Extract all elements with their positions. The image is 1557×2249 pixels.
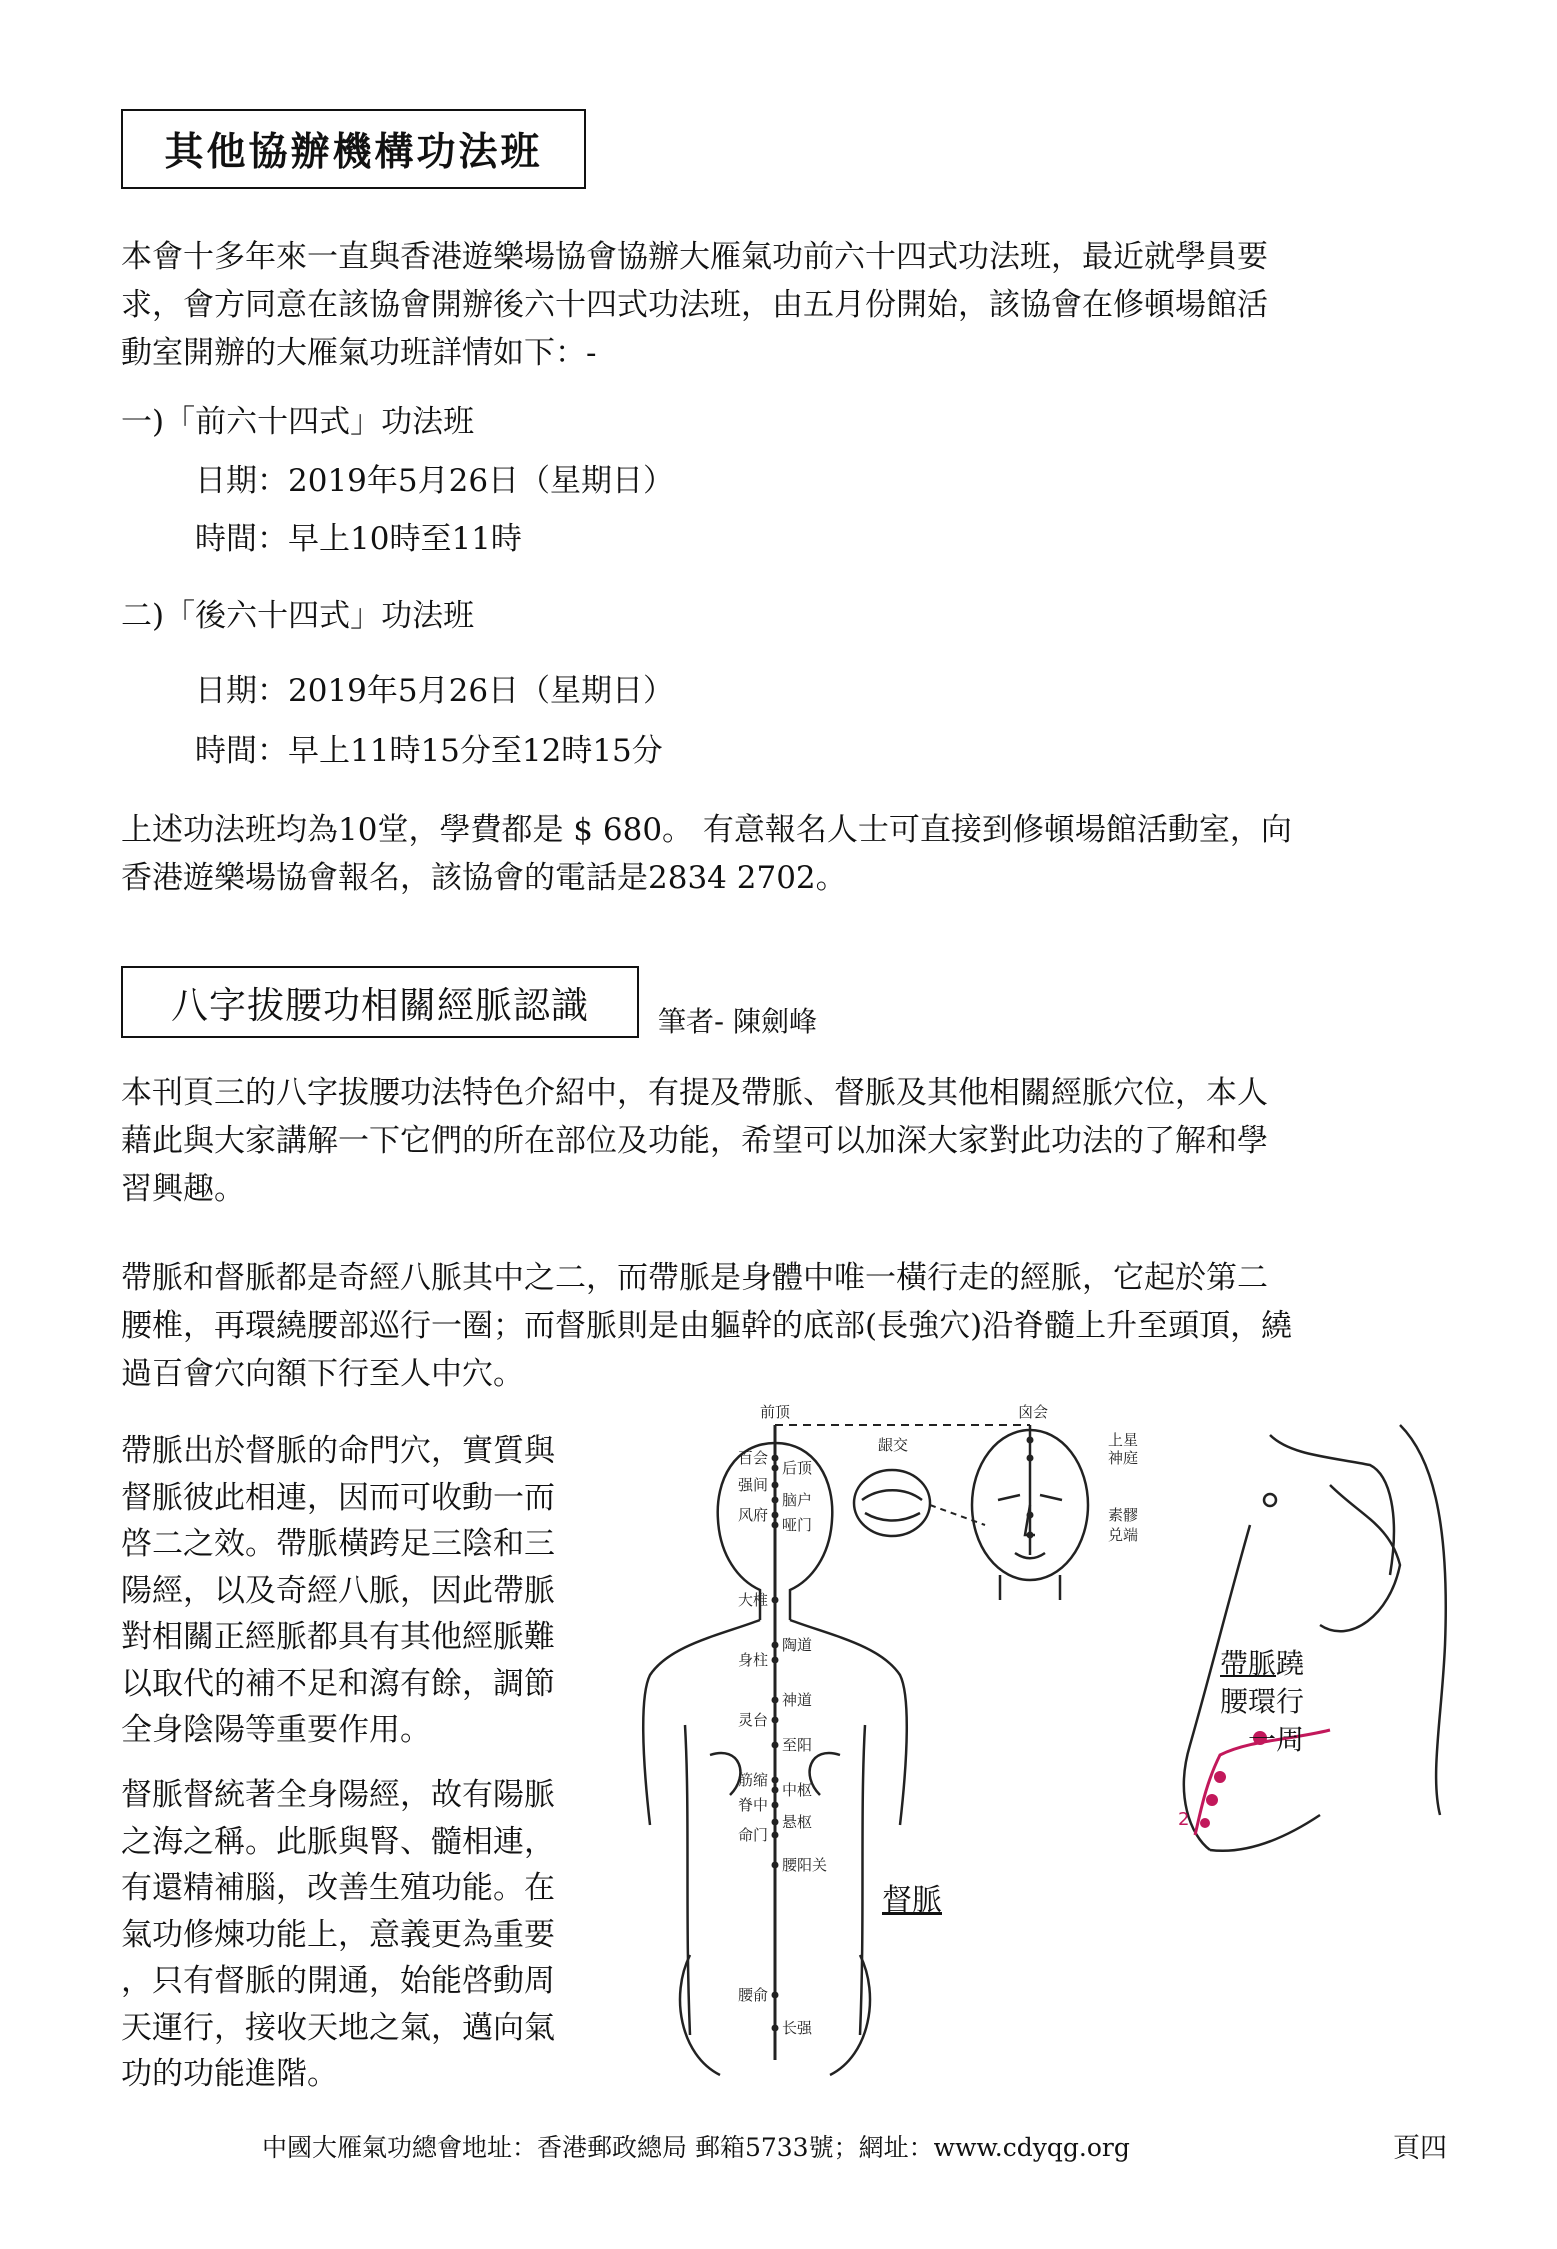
mouth-connector (930, 1505, 985, 1525)
side-torso-back (1400, 1425, 1446, 1815)
dai-point-4 (1200, 1818, 1210, 1828)
dai-label-line-1 (1220, 1645, 1304, 1683)
acupoint-label-风府: 风府 (737, 1506, 768, 1524)
acupoint-label-脑户: 脑户 (782, 1491, 813, 1509)
acupoint-label-脊中: 脊中 (737, 1796, 768, 1814)
acupoint-label-至阳: 至阳 (782, 1736, 813, 1754)
side1-line: 陽經，以及奇經八脈，因此帶脈 (121, 1572, 555, 1609)
acupoint-label-陶道: 陶道 (782, 1636, 813, 1654)
acupoint-dot-中枢 (772, 1787, 779, 1794)
acupoint-dot-强间 (772, 1482, 779, 1489)
side2-line: 功的功能進階。 (121, 2056, 338, 2092)
side2-line: ，只有督脈的開通，始能啓動周 (121, 1963, 555, 1999)
class1-heading: 一)「前六十四式」功法班 (121, 404, 475, 440)
acupoint-label-命门: 命门 (737, 1826, 768, 1844)
side1-line: 啓二之效。帶脈橫跨足三陰和三 (121, 1526, 555, 1562)
acupoint-dot-腰阳关 (772, 1862, 779, 1869)
section1-title-text: 其他協辦機構功法班 (164, 129, 543, 175)
dai-point-2 (1214, 1771, 1226, 1783)
side1-line: 帶脈出於督脈的命門穴，實質與 (121, 1433, 555, 1469)
section2-para2 (121, 1254, 1441, 1398)
mouth-detail (854, 1470, 930, 1536)
side1-line: 督脈彼此相連，因而可收動一而 (121, 1479, 555, 1516)
meridian-figure (630, 1395, 1460, 2080)
du-meridian-label (882, 1875, 942, 1919)
back-torso-right (860, 1725, 865, 2035)
acupoint-dot-大椎 (772, 1597, 779, 1604)
du-label-text: 督脈 (882, 1883, 942, 1918)
side2-line: 有還精補腦，改善生殖功能。在 (121, 1870, 555, 1906)
acupoint-dot-风府 (772, 1512, 779, 1519)
acupoint-dot-百会 (772, 1455, 779, 1462)
acupoint-label-悬枢: 悬枢 (782, 1813, 813, 1831)
side2-line: 之海之稱。此脈與腎、髓相連， (121, 1823, 555, 1860)
class2-time: 時間：早上11時15分至12時15分 (195, 733, 663, 769)
dai-meridian-label (1220, 1645, 1304, 1759)
dai-label-rest: 蹺 (1276, 1647, 1305, 1680)
side2-line: 氣功修煉功能上，意義更為重要 (121, 1916, 555, 1953)
section1-intro (121, 233, 1441, 377)
mouth-label: 龈交 (878, 1436, 909, 1454)
acupoint-label-神道: 神道 (782, 1691, 813, 1709)
acupoint-label-腰俞: 腰俞 (737, 1986, 768, 2004)
acupoint-dot-素髎 (1027, 1512, 1034, 1519)
intro-line: 動室開辦的大雁氣功班詳情如下：- (121, 335, 597, 371)
class2-date: 日期：2019年5月26日（星期日） (195, 673, 675, 709)
acupoint-dot-身柱 (772, 1657, 779, 1664)
acupoint-label-长强: 长强 (782, 2019, 813, 2037)
para1-line: 本刊頁三的八字拔腰功法特色介紹中，有提及帶脈、督脈及其他相關經脈穴位，本人 (121, 1075, 1268, 1111)
hip-number: 2 (1178, 1809, 1190, 1830)
acupoint-label-后顶: 后顶 (782, 1459, 813, 1477)
acupoint-label-素髎: 素髎 (1108, 1506, 1139, 1524)
acupoint-label-大椎: 大椎 (737, 1591, 768, 1609)
side-para1 (121, 1428, 621, 1754)
acupoint-dot-上星 (1027, 1437, 1034, 1444)
class1-time: 時間：早上10時至11時 (195, 521, 522, 557)
scapula-left (710, 1753, 740, 1795)
acupoint-dot-灵台 (772, 1717, 779, 1724)
side2-line: 天運行，接收天地之氣，邁向氣 (121, 2009, 555, 2046)
section1-title (121, 109, 586, 189)
footer-page: 頁四 (1393, 2133, 1447, 2164)
para1-line: 藉此與大家講解一下它們的所在部位及功能，希望可以加深大家對此功法的了解和學 (121, 1123, 1268, 1159)
acupoint-label-前顶: 前顶 (760, 1403, 791, 1421)
side1-line: 以取代的補不足和瀉有餘，調節 (121, 1665, 555, 1702)
para2-line: 帶脈和督脈都是奇經八脈其中之二，而帶脈是身體中唯一橫行走的經脈，它起於第二 (121, 1260, 1268, 1296)
side-para2 (121, 1772, 621, 2098)
side2-line: 督脈督統著全身陽經，故有陽脈 (121, 1777, 555, 1813)
side-arm (1320, 1485, 1400, 1631)
acupoint-dot-神道 (772, 1697, 779, 1704)
side-torso-front (1270, 1435, 1394, 1575)
acupoint-dot-腰俞 (772, 1992, 779, 1999)
section2-title-text: 八字拔腰功相關經脈認識 (171, 984, 589, 1027)
class1-date: 日期：2019年5月26日（星期日） (195, 463, 675, 499)
dai-label-underlined: 帶脈 (1220, 1647, 1277, 1680)
acupoint-dot-至阳 (772, 1742, 779, 1749)
acupoint-label-身柱: 身柱 (737, 1651, 768, 1669)
acupoint-label-中枢: 中枢 (782, 1781, 813, 1799)
acupoint-label-筋缩: 筋缩 (737, 1771, 768, 1789)
para1-line: 習興趣。 (121, 1171, 245, 1207)
author: 筆者- 陳劍峰 (658, 1005, 818, 1038)
acupoint-dot-兑端 (1027, 1532, 1034, 1539)
acupoint-label-灵台: 灵台 (737, 1711, 768, 1729)
dai-label-line-3: 一周 (1248, 1723, 1305, 1756)
acupoint-dot-脑户 (772, 1497, 779, 1504)
acupoint-label-兑端: 兑端 (1108, 1526, 1139, 1544)
section2-para1 (121, 1069, 1441, 1213)
acupoint-label-腰阳关: 腰阳关 (782, 1856, 828, 1874)
dai-label-line-2: 腰環行 (1220, 1685, 1305, 1718)
acupoint-label-强间: 强间 (737, 1476, 768, 1494)
acupoint-dot-脊中 (772, 1802, 779, 1809)
back-torso-left (685, 1725, 690, 2035)
closing-line: 香港遊樂場協會報名，該協會的電話是2834 2702。 (121, 860, 847, 896)
closing-line: 上述功法班均為10堂，學費都是 $ 680。 有意報名人士可直接到修頓場館活動室，向 (121, 812, 1292, 848)
acupoint-label-百会: 百会 (737, 1449, 768, 1467)
intro-line: 求，會方同意在該協會開辦後六十四式功法班，由五月份開始，該協會在修頓場館活 (121, 287, 1268, 323)
footer-address: 中國大雁氣功總會地址：香港郵政總局 郵箱5733號；網址：www.cdyqg.org (262, 2133, 1130, 2162)
acupoint-label-哑门: 哑门 (782, 1516, 813, 1534)
para2-line: 腰椎，再環繞腰部巡行一圈；而督脈則是由軀幹的底部(長強穴)沿脊髓上升至頭頂，繞 (121, 1308, 1293, 1344)
class2-heading: 二)「後六十四式」功法班 (121, 598, 475, 634)
scapula-right (810, 1753, 840, 1795)
side1-line: 對相關正經脈都具有其他經脈難 (121, 1619, 555, 1655)
dai-point-3 (1206, 1794, 1218, 1806)
section1-closing (121, 806, 1441, 902)
acupoint-label-囟会: 囟会 (1018, 1403, 1049, 1421)
side1-line: 全身陰陽等重要作用。 (121, 1712, 431, 1748)
acupoint-dot-筋缩 (772, 1777, 779, 1784)
back-buttock-right (830, 1955, 870, 2075)
acupoint-dot-哑门 (772, 1522, 779, 1529)
acupoint-label-上星: 上星 (1108, 1431, 1139, 1449)
acupoint-dot-后顶 (772, 1465, 779, 1472)
acupoint-dot-神庭 (1027, 1455, 1034, 1462)
acupoint-dot-长强 (772, 2025, 779, 2032)
intro-line: 本會十多年來一直與香港遊樂場協會協辦大雁氣功前六十四式功法班，最近就學員要 (121, 239, 1268, 275)
section2-title (121, 966, 639, 1038)
acupoint-dot-命门 (772, 1832, 779, 1839)
acupoint-dot-悬枢 (772, 1819, 779, 1826)
side-thigh (1210, 1815, 1320, 1851)
para2-line: 過百會穴向額下行至人中穴。 (121, 1356, 524, 1392)
back-buttock-left (680, 1955, 720, 2075)
acupoint-dot-陶道 (772, 1642, 779, 1649)
acupoint-label-神庭: 神庭 (1108, 1449, 1139, 1467)
